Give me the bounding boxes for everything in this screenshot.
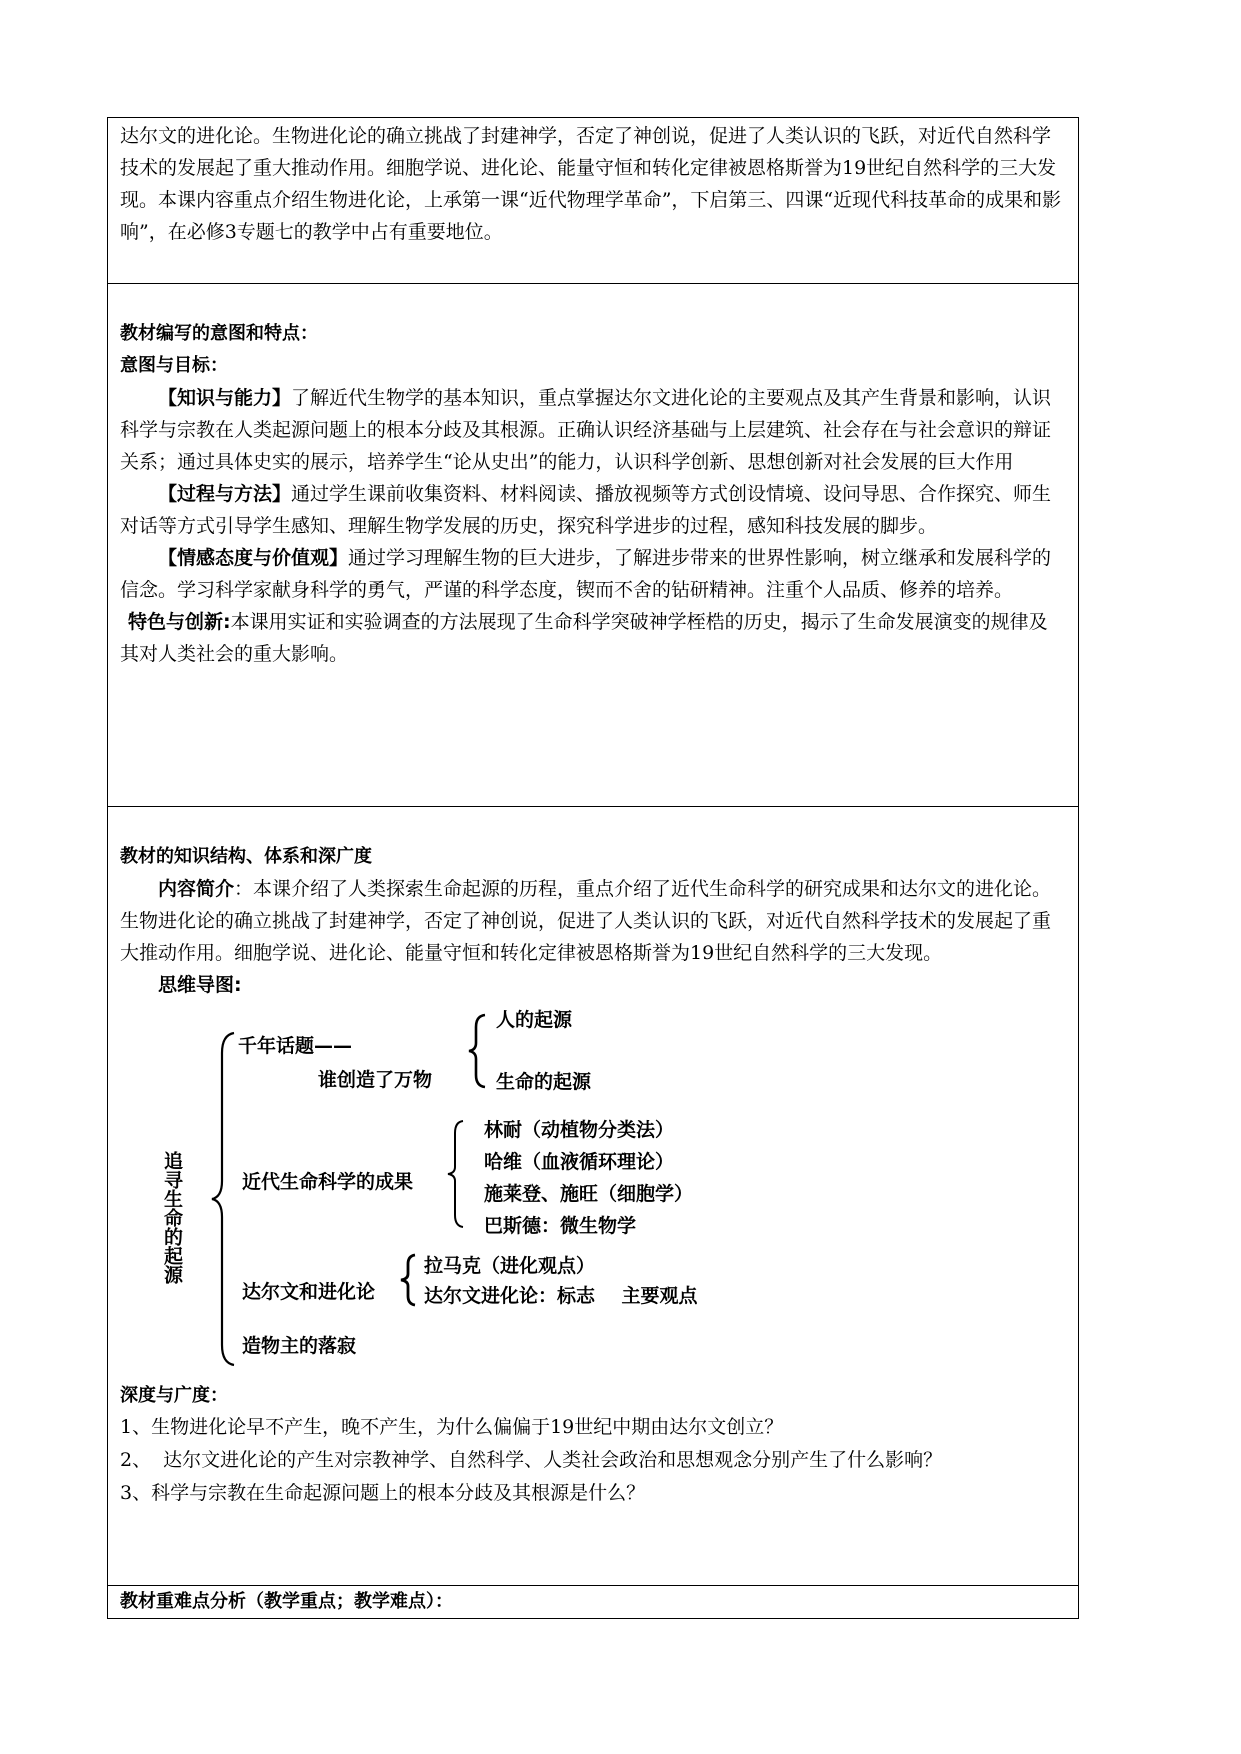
leaf-life-origin: 生命的起源: [496, 1071, 592, 1093]
mindmap-label-line: [120, 969, 1066, 1001]
lesson-plan-table: [107, 117, 1079, 1619]
emotion-goal: [120, 542, 1066, 606]
question-item: 3、科学与宗教在生命起源问题上的根本分歧及其根源是什么？: [120, 1482, 646, 1504]
intro-text: ：本课介绍了人类探索生命起源的历程，重点介绍了近代生命科学的研究成果和达尔文的进化论。生物进化论的确立挑战了封建神学，否定了神创说，促进了人类认识的飞跃，对近代自然科学技术的发展起了重大推动作用。细胞学说、进化论、能量守恒和转化定律被恩格斯誉为19世纪自然科学的三大发现。: [120, 878, 1052, 964]
intro-paragraph: [120, 873, 1066, 969]
mind-map: [120, 1001, 1066, 1381]
knowledge-label: 【知识与能力】: [158, 387, 292, 409]
intent-subheading: 意图与目标：: [120, 355, 228, 376]
leaf-schleiden-schwann: 施莱登、施旺（细胞学）: [484, 1183, 694, 1205]
process-goal: [120, 478, 1066, 542]
branch3-brace-icon: [398, 1253, 418, 1307]
overview-paragraph: 达尔文的进化论。生物进化论的确立挑战了封建神学，否定了神创说，促进了人类认识的飞跃，对近代自然科学技术的发展起了重大推动作用。细胞学说、进化论、能量守恒和转化定律被恩格斯誉为19世纪自然科学的三大发现。本课内容重点介绍生物进化论，上承第一课“近代物理学革命”，下启第三、四课“近现代科技革命的成果和影响”，在必修3专题七的教学中占有重要地位。: [120, 125, 1062, 243]
structure-heading: 教材的知识结构、体系和深广度: [120, 846, 372, 867]
innovation-paragraph: [120, 606, 1066, 670]
leaf-human-origin: 人的起源: [496, 1009, 573, 1031]
leaf-lamarck: 拉马克（进化观点）: [424, 1255, 596, 1277]
branch-darwin-evolution: 达尔文和进化论: [242, 1281, 376, 1303]
innovation-label: 特色与创新:: [128, 611, 231, 633]
leaf-linnaeus: 林耐（动植物分类法）: [484, 1119, 675, 1141]
branch-modern-life-science: 近代生命科学的成果: [242, 1171, 414, 1193]
branch-who-created: 谁创造了万物: [318, 1069, 433, 1091]
leaf-harvey: 哈维（血液循环理论）: [484, 1151, 675, 1173]
mindmap-root: 追寻生命的起源: [161, 1151, 183, 1284]
question-item: 2、 达尔文进化论的产生对宗教神学、自然科学、人类社会政治和思想观念分别产生了什么影响？: [120, 1449, 943, 1471]
intent-heading: 教材编写的意图和特点：: [120, 323, 318, 344]
branch-creator-decline: 造物主的落寂: [242, 1335, 357, 1357]
key-points-heading: 教材重难点分析（教学重点；教学难点）：: [120, 1591, 453, 1612]
process-text: 通过学生课前收集资料、材料阅读、播放视频等方式创设情境、设问导思、合作探究、师生对话等方式引导学生感知、理解生物学发展的历史，探究科学进步的过程，感知科技发展的脚步。: [120, 483, 1052, 537]
mindmap-label: 思维导图:: [158, 974, 242, 996]
root-brace-icon: [210, 1031, 240, 1367]
depth-heading: 深度与广度：: [120, 1385, 228, 1406]
branch-millennium-topic: 千年话题——: [238, 1035, 353, 1057]
knowledge-goal: [120, 382, 1066, 478]
process-label: 【过程与方法】: [158, 483, 292, 505]
emotion-text: 通过学习理解生物的巨大进步，了解进步带来的世界性影响，树立继承和发展科学的信念。学习科学家献身科学的勇气，严谨的科学态度，锲而不舍的钻研精神。注重个人品质、修养的培养。: [120, 547, 1052, 601]
structure-cell: [108, 807, 1079, 1586]
key-points-cell: [108, 1586, 1079, 1619]
question-item: 1、生物进化论早不产生，晚不产生，为什么偏偏于19世纪中期由达尔文创立？: [120, 1416, 784, 1438]
leaf-darwin-theory: 达尔文进化论：标志 主要观点: [424, 1285, 698, 1307]
intro-label: 内容简介: [158, 878, 235, 900]
emotion-label: 【情感态度与价值观】: [158, 547, 349, 569]
branch2-brace-icon: [446, 1119, 466, 1229]
overview-cell: [108, 118, 1079, 284]
branch1-brace-icon: [466, 1013, 488, 1089]
leaf-pasteur: 巴斯德：微生物学: [484, 1215, 637, 1237]
innovation-text: 本课用实证和实验调查的方法展现了生命科学突破神学桎梏的历史，揭示了生命发展演变的规律及其对人类社会的重大影响。: [120, 611, 1048, 665]
intent-cell: [108, 284, 1079, 807]
knowledge-text: 了解近代生物学的基本知识，重点掌握达尔文进化论的主要观点及其产生背景和影响，认识科学与宗教在人类起源问题上的根本分歧及其根源。正确认识经济基础与上层建筑、社会存在与社会意识的辩证关系；通过具体史实的展示，培养学生“论从史出”的能力，认识科学创新、思想创新对社会发展的巨大作用: [120, 387, 1052, 473]
